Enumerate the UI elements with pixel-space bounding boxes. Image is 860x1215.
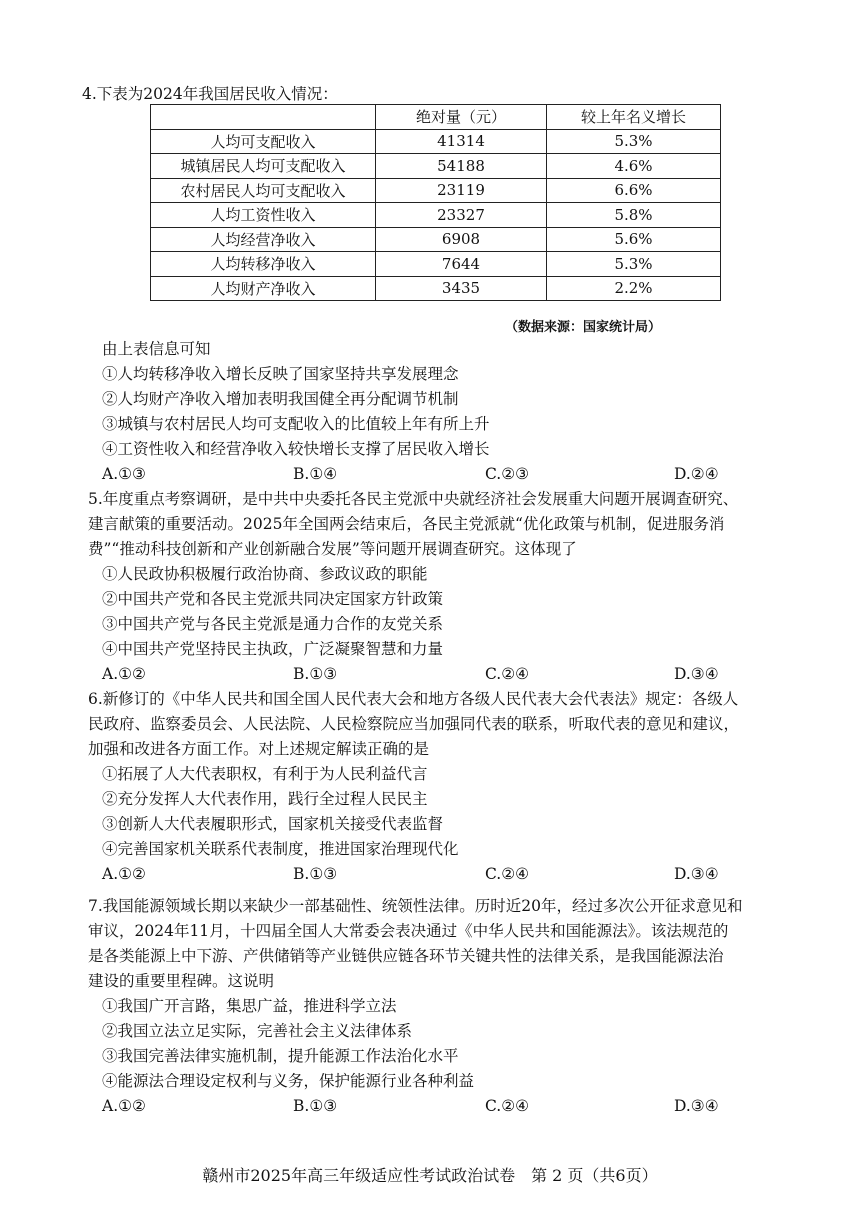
table-row <box>151 129 721 154</box>
q6-item-4: ④完善国家机关联系代表制度，推进国家治理现代化 <box>102 840 459 858</box>
table-cell: 人均可支配收入 <box>151 129 376 154</box>
q6-item-3: ③创新人大代表履职形式，国家机关接受代表监督 <box>102 815 444 833</box>
q4-item-3: ③城镇与农村居民人均可支配收入的比值较上年有所上升 <box>102 415 490 433</box>
q6-option-c[interactable]: C.②④ <box>485 865 530 883</box>
q5-option-b[interactable]: B.①③ <box>293 665 338 683</box>
table-cell: 23119 <box>376 178 547 203</box>
q7-option-a[interactable]: A.①② <box>102 1097 146 1115</box>
table-cell: 6908 <box>376 227 547 252</box>
question-5 <box>88 487 808 687</box>
q6-stem-line: 加强和改进各方面工作。对上述规定解读正确的是 <box>88 740 430 758</box>
question-6 <box>88 687 808 887</box>
table-row <box>151 203 721 228</box>
table-cell: 5.8% <box>547 203 721 228</box>
q4-stem: 4.下表为2024年我国居民收入情况： <box>82 85 338 103</box>
table-row <box>151 154 721 179</box>
q4-item-4: ④工资性收入和经营净收入较快增长支撑了居民收入增长 <box>102 440 490 458</box>
table-cell: 人均转移净收入 <box>151 252 376 277</box>
q7-item-4: ④能源法合理设定权利与义务，保护能源行业各种利益 <box>102 1072 475 1090</box>
q7-option-d[interactable]: D.③④ <box>674 1097 719 1115</box>
table-row <box>151 276 721 301</box>
q5-item-4: ④中国共产党坚持民主执政，广泛凝聚智慧和力量 <box>102 640 444 658</box>
q7-stem-line: 7.我国能源领域长期以来缺少一部基础性、统领性法律。历时近20年，经过多次公开征求意见和 <box>88 897 743 915</box>
q7-stem-line: 是各类能源上中下游、产供储销等产业链供应链各环节关键共性的法律关系，是我国能源法治 <box>88 947 724 965</box>
q6-item-2: ②充分发挥人大代表作用，践行全过程人民民主 <box>102 790 428 808</box>
table-cell: 54188 <box>376 154 547 179</box>
table-cell: 7644 <box>376 252 547 277</box>
q5-option-d[interactable]: D.③④ <box>674 665 719 683</box>
table-cell: 人均工资性收入 <box>151 203 376 228</box>
q4-option-b[interactable]: B.①④ <box>293 465 338 483</box>
table-cell: 41314 <box>376 129 547 154</box>
table-row <box>151 227 721 252</box>
q4-option-c[interactable]: C.②③ <box>485 465 530 483</box>
table-cell: 4.6% <box>547 154 721 179</box>
table-cell: 2.2% <box>547 276 721 301</box>
q6-stem-line: 民政府、监察委员会、人民法院、人民检察院应当加强同代表的联系，听取代表的意见和建议， <box>88 715 740 733</box>
q5-item-2: ②中国共产党和各民主党派共同决定国家方针政策 <box>102 590 444 608</box>
q7-stem-line: 审议，2024年11月，十四届全国人大常委会表决通过《中华人民共和国能源法》。该法规范的 <box>88 922 729 940</box>
table-cell: 城镇居民人均可支配收入 <box>151 154 376 179</box>
q4-item-2: ②人均财产净收入增加表明我国健全再分配调节机制 <box>102 390 459 408</box>
q7-option-b[interactable]: B.①③ <box>293 1097 338 1115</box>
q5-option-c[interactable]: C.②④ <box>485 665 530 683</box>
table-row <box>151 178 721 203</box>
table-cell: 5.3% <box>547 129 721 154</box>
q6-item-1: ①拓展了人大代表职权，有利于为人民利益代言 <box>102 765 428 783</box>
question-7 <box>88 894 808 1119</box>
table-header-row <box>151 105 721 130</box>
q7-option-c[interactable]: C.②④ <box>485 1097 530 1115</box>
table-header-cell: 较上年名义增长 <box>547 105 721 130</box>
q7-stem-line: 建设的重要里程碑。这说明 <box>88 972 275 990</box>
table-cell: 人均经营净收入 <box>151 227 376 252</box>
q4-option-a[interactable]: A.①③ <box>102 465 146 483</box>
q6-option-a[interactable]: A.①② <box>102 865 146 883</box>
table-cell: 5.6% <box>547 227 721 252</box>
q4-item-1: ①人均转移净收入增长反映了国家坚持共享发展理念 <box>102 365 459 383</box>
table-cell: 人均财产净收入 <box>151 276 376 301</box>
question-4-body <box>88 337 808 487</box>
income-table <box>150 104 721 301</box>
q7-item-2: ②我国立法立足实际，完善社会主义法律体系 <box>102 1022 413 1040</box>
q6-stem-line: 6.新修订的《中华人民共和国全国人民代表大会和地方各级人民代表大会代表法》规定：各级人 <box>88 690 739 708</box>
q4-lead: 由上表信息可知 <box>102 340 211 358</box>
table-cell: 农村居民人均可支配收入 <box>151 178 376 203</box>
q5-stem-line: 费”“推动科技创新和产业创新融合发展”等问题开展调查研究。这体现了 <box>88 540 577 558</box>
q4-options <box>88 462 808 487</box>
q5-stem-line: 5.年度重点考察调研，是中共中央委托各民主党派中央就经济社会发展重大问题开展调查研究、 <box>88 490 739 508</box>
table-cell: 6.6% <box>547 178 721 203</box>
table-cell: 5.3% <box>547 252 721 277</box>
table-cell: 23327 <box>376 203 547 228</box>
q6-options <box>88 862 808 887</box>
table-cell: 3435 <box>376 276 547 301</box>
q5-option-a[interactable]: A.①② <box>102 665 146 683</box>
table-header-cell <box>151 105 376 130</box>
q7-options <box>88 1094 808 1119</box>
q5-item-3: ③中国共产党与各民主党派是通力合作的友党关系 <box>102 615 444 633</box>
q5-item-1: ①人民政协积极履行政治协商、参政议政的职能 <box>102 565 428 583</box>
q7-item-3: ③我国完善法律实施机制，提升能源工作法治化水平 <box>102 1047 459 1065</box>
q6-option-d[interactable]: D.③④ <box>674 865 719 883</box>
q4-option-d[interactable]: D.②④ <box>674 465 719 483</box>
q7-item-1: ①我国广开言路，集思广益，推进科学立法 <box>102 997 397 1015</box>
page-footer: 赣州市2025年高三年级适应性考试政治试卷 第 2 页（共6页） <box>202 1166 658 1185</box>
q5-stem-line: 建言献策的重要活动。2025年全国两会结束后，各民主党派就“优化政策与机制，促进服务消 <box>88 515 725 533</box>
data-source-note: （数据来源：国家统计局） <box>505 320 662 335</box>
table-row <box>151 252 721 277</box>
q5-options <box>88 662 808 687</box>
table-header-cell: 绝对量（元） <box>376 105 547 130</box>
q6-option-b[interactable]: B.①③ <box>293 865 338 883</box>
